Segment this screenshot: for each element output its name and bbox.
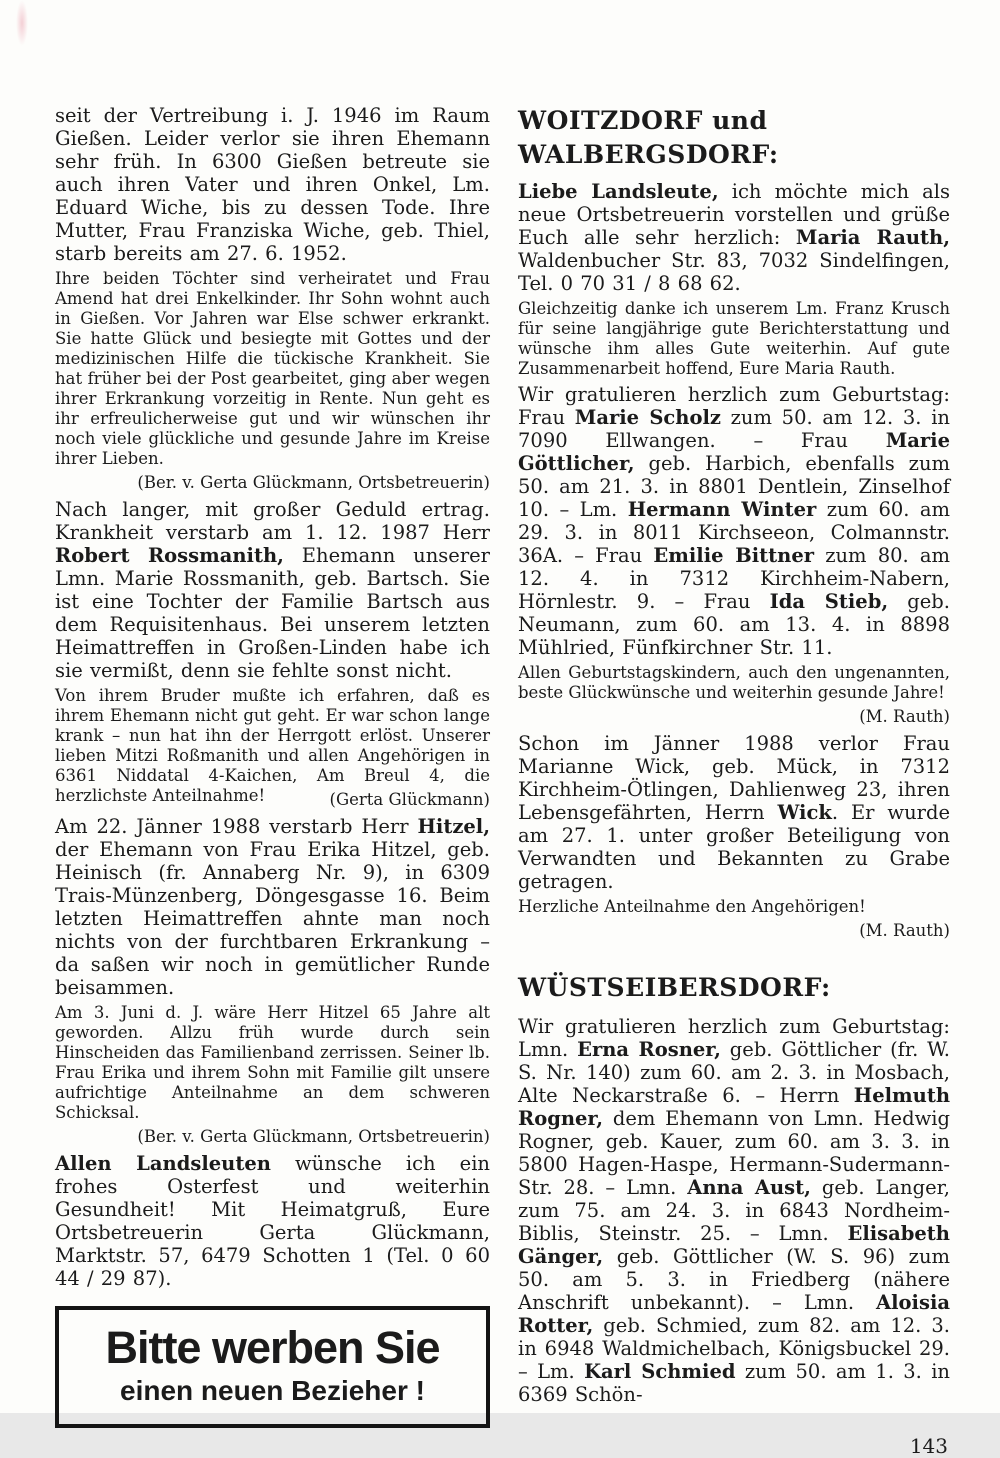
family-note-amend: Ihre beiden Töchter sind verheiratet und Frau Amend hat drei Enkelkinder. Ihr Sohn wohnt auch in Gießen. Vor Jahren war Else schwer erkrankt. Sie hatte Glück und besiegte mit Gottes und der medizinischen Hilfe die tückische Krankheit. Sie hat früher bei der Post gearbeitet, ging aber wegen ihrer Erkrankung vorzeitig in Rente. Nun geht es ihr erfreulicherweise gut und wir wünschen ihr noch viele glückliche und gesunde Jahre im Kreise ihrer Lieben.	[55, 269, 490, 468]
heading-line: WALBERGSDORF:	[518, 140, 779, 169]
condolence-wick: Herzliche Anteilnahme den Angehörigen!	[518, 897, 866, 916]
easter-greeting-paragraph: Allen Landsleuten wünsche ich ein frohes Osterfest und weiterhin Gesundheit! Mit Heimatgruß, Eure Ortsbetreuerin Gerta Glückmann, Marktstr. 57, 6479 Schotten 1 (Tel. 0 60 44 / 29 87).	[55, 1152, 490, 1290]
birthday-congratulations-wuestseibersdorf: Wir gratulieren herzlich zum Geburtstag: Lmn. Erna Rosner, geb. Göttlicher (fr. W. S. Nr. 140) zum 60. am 2. 3. in Mosbach, Alte Neckarstraße 6. – Herrn Helmuth Rogner, dem Ehemann von Lmn. Hedwig Rogner, geb. Kauer, zum 60. am 3. 3. in 5800 Hagen-Haspe, Hermann-Sudermann-Str. 28. – Lmn. Anna Aust, geb. Langer, zum 75. am 24. 3. in 6843 Nordheim-Biblis, Steinstr. 25. – Lmn. Elisabeth Gänger, geb. Göttlicher (W. S. 96) zum 50. am 5. 3. in Friedberg (nähere Anschrift unbekannt). – Lmn. Aloisia Rotter, geb. Schmied, zum 82. am 12. 3. in 6948 Waldmichelbach, Königsbuckel 29. – Lm. Karl Schmied zum 50. am 1. 3. in 6369 Schön-	[518, 1015, 950, 1406]
attribution-line: (Ber. v. Gerta Glückmann, Ortsbetreuerin)	[137, 473, 490, 492]
left-column	[55, 104, 490, 1458]
right-column	[518, 104, 950, 1458]
report-paragraph-giessen: seit der Vertreibung i. J. 1946 im Raum Gießen. Leider verlor sie ihren Ehemann sehr früh. In 6300 Gießen betreute sie auch ihren Vater und ihren Onkel, Lm. Eduard Wiche, bis zu dessen Tode. Ihre Mutter, Frau Franziska Wiche, geb. Thiel, starb bereits am 27. 6. 1952.	[55, 104, 490, 265]
attribution-line: (Gerta Glückmann)	[329, 790, 490, 809]
condolence-note-rossmanith: Von ihrem Bruder mußte ich erfahren, daß es ihrem Ehemann nicht gut geht. Er war schon lange krank – nun hat ihn der Herrgott erlöst. Unserer lieben Mitzi Roßmanith und allen Angehörigen in 6361 Niddatal 4-Kaichen, Am Breul 4, die herzlichste Anteilnahme!	[55, 686, 490, 805]
attribution-line: (Ber. v. Gerta Glückmann, Ortsbetreuerin)	[137, 1127, 490, 1146]
obituary-hitzel: Am 22. Jänner 1988 verstarb Herr Hitzel, der Ehemann von Frau Erika Hitzel, geb. Heinisch (fr. Annaberg Nr. 9), in 6309 Trais-Münzenberg, Döngesgasse 16. Beim letzten Heimattreffen ahnte man noch nichts von der furchtbaren Erkrankung – da saßen wir noch in gemütlicher Runde beisammen.	[55, 815, 490, 999]
ad-headline: Bitte werben Sie	[105, 1322, 440, 1373]
thanks-franz-krusch: Gleichzeitig danke ich unserem Lm. Franz Krusch für seine langjährige gute Berichterstattung und wünsche ihm alles Gute weiterhin. Auf gute Zusammenarbeit hoffend, Eure Maria Rauth.	[518, 299, 950, 378]
attribution-line: (M. Rauth)	[859, 707, 950, 726]
section-heading-woitzdorf	[518, 104, 950, 172]
obituary-rossmanith: Nach langer, mit großer Geduld ertrag. Krankheit verstarb am 1. 12. 1987 Herr Robert Rossmanith, Ehemann unserer Lmn. Marie Rossmanith, geb. Bartsch. Sie ist eine Tochter der Familie Bartsch aus dem Requisitenhaus. Bei unserem letzten Heimattreffen in Großen-Linden habe ich sie vermißt, denn sie fehlte sonst nicht.	[55, 498, 491, 682]
section-heading-wuestseibersdorf: WÜSTSEIBERSDORF:	[518, 973, 831, 1002]
obituary-wick: Schon im Jänner 1988 verlor Frau Marianne Wick, geb. Mück, in 7312 Kirchheim-Ötlingen, Dahlienweg 23, ihren Lebensgefährten, Herrn Wick. Er wurde am 27. 1. unter großer Beteiligung von Verwandten und Bekannten zu Grabe getragen.	[518, 732, 950, 893]
heading-line: WOITZDORF und	[518, 106, 768, 135]
ad-subline: einen neuen Bezieher !	[120, 1375, 425, 1406]
hitzel-birthday-note: Am 3. Juni d. J. wäre Herr Hitzel 65 Jahre alt geworden. Allzu früh wurde durch sein Hinscheiden das Familienband zerrissen. Seiner lb. Frau Erika und ihrem Sohn mit Familie gilt unsere aufrichtige Anteilnahme an dem schweren Schicksal.	[55, 1003, 490, 1122]
page-number: 143	[909, 1434, 948, 1458]
intro-maria-rauth: Liebe Landsleute, ich möchte mich als neue Ortsbetreuerin vorstellen und grüße Euch alle sehr herzlich: Maria Rauth, Waldenbucher Str. 83, 7032 Sindelfingen, Tel. 0 70 31 / 8 68 62.	[518, 180, 950, 295]
birthday-congratulations-woitzdorf: Wir gratulieren herzlich zum Geburtstag: Frau Marie Scholz zum 50. am 12. 3. in 7090 Ellwangen. – Frau Marie Göttlicher, geb. Harbich, ebenfalls zum 50. am 21. 3. in 8801 Dentlein, Zinselhof 10. – Lm. Hermann Winter zum 60. am 29. 3. in 8011 Kirchseeon, Colmannstr. 36A. – Frau Emilie Bittner zum 80. am 12. 4. in 7312 Kirchheim-Nabern, Hörnlestr. 9. – Frau Ida Stieb, geb. Neumann, zum 60. am 13. 4. in 8898 Mühlried, Fünfkirchner Str. 11.	[518, 383, 950, 659]
birthday-wishes-note: Allen Geburtstagskindern, auch den ungenannten, beste Glückwünsche und weiterhin gesunde Jahre!	[518, 663, 950, 702]
subscription-ad-box	[55, 1306, 490, 1428]
attribution-line: (M. Rauth)	[859, 921, 950, 940]
